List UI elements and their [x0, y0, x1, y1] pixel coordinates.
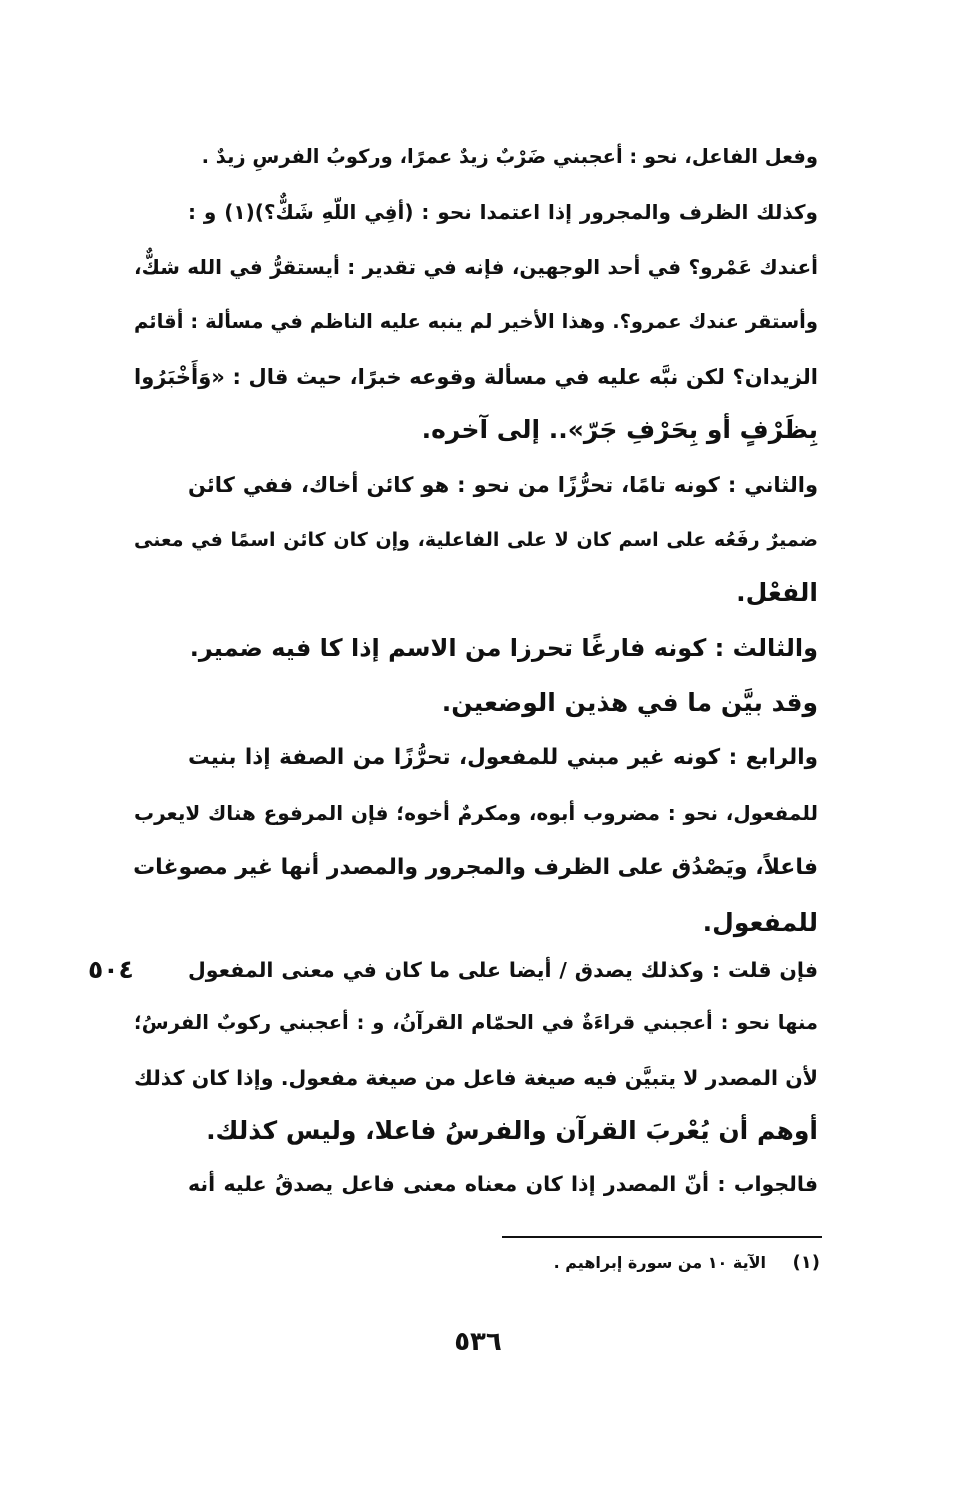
text-line-17: منها نحو : أعجبني قراءَةٌ في الحمّام القرآنُ، و : أعجبني ركوبٌ الفرسُ؛: [134, 1011, 818, 1034]
footnote-text: الآية ١٠ من سورة إبراهيم .: [553, 1253, 766, 1272]
text-line-1: وفعل الفاعل، نحو : أعجبني ضَرْبٌ زيدٌ عمرًا، وركوبُ الفرسِ زيدٌ .: [201, 145, 818, 168]
text-line-15: للمفعول.: [702, 908, 818, 937]
text-line-10: والثالث : كونه فارغًا تحرزا من الاسم إذا كا فيه ضمير.: [189, 634, 818, 662]
footnote-separator: [502, 1236, 822, 1238]
footnote-number: (١): [792, 1252, 820, 1273]
margin-reference-number: ٥٠٤: [88, 955, 134, 984]
text-line-19: أوهم أن يُعْربَ القرآن والفرسُ فاعلا، وليس كذلك.: [206, 1116, 818, 1145]
text-line-12: والرابع : كونه غير مبني للمفعول، تحرُّزًا من الصفة إذا بنيت: [188, 745, 818, 770]
text-line-18: لأن المصدر لا يتبيَّن فيه صيغة فاعل من صيغة مفعول. وإذا كان كذلك: [134, 1066, 818, 1090]
text-line-9: الفعْل.: [736, 578, 818, 607]
text-line-5: الزيدان؟ لكن نبَّه عليه في مسألة وقوعه خبرًا، حيث قال : «وَأَخْبَرُوا: [134, 365, 818, 389]
text-line-7: والثاني : كونه تامًا، تحرُّزًا من نحو : هو كائن أخاك، ففي كائن: [188, 473, 818, 497]
text-line-6: بِظَرْفٍ أو بِحَرْفِ جَرّ».. إلى آخره.: [421, 415, 818, 444]
text-line-2: وكذلك الظرف والمجرور إذا اعتمدا نحو : (أفِي اللّهِ شَكٌّ؟)(١) و :: [188, 200, 818, 224]
page-number: ٥٣٦: [454, 1327, 502, 1357]
text-line-4: وأستقر عندك عمرو؟. وهذا الأخير لم ينبه عليه الناظم في مسألة : أقائم: [134, 310, 818, 333]
text-line-11: وقد بيَّن ما في هذين الوضعين.: [441, 688, 818, 717]
text-line-13: للمفعول، نحو : مضروب أبوه، ومكرمٌ أخوه؛ فإن المرفوع هناك لايعرب: [134, 801, 818, 825]
text-line-8: ضميرٌ رفَعُه على اسم كان لا على الفاعلية، وإن كان كائن اسمًا في معنى: [134, 529, 818, 551]
text-line-14: فاعلاً، ويَصْدُق على الظرف والمجرور والمصدر أنها غير مصوغات: [133, 855, 818, 880]
text-line-16: فإن قلت : وكذلك يصدق / أيضا على ما كان في معنى المفعول: [188, 958, 818, 982]
text-line-20: فالجواب : أنّ المصدر إذا كان معناه معنى فاعل يصدقُ عليه أنه: [188, 1172, 818, 1196]
text-line-3: أعندك عَمْرو؟ في أحد الوجهين، فإنه في تقدير : أيستقرُّ في الله شكٌّ،: [134, 255, 818, 279]
